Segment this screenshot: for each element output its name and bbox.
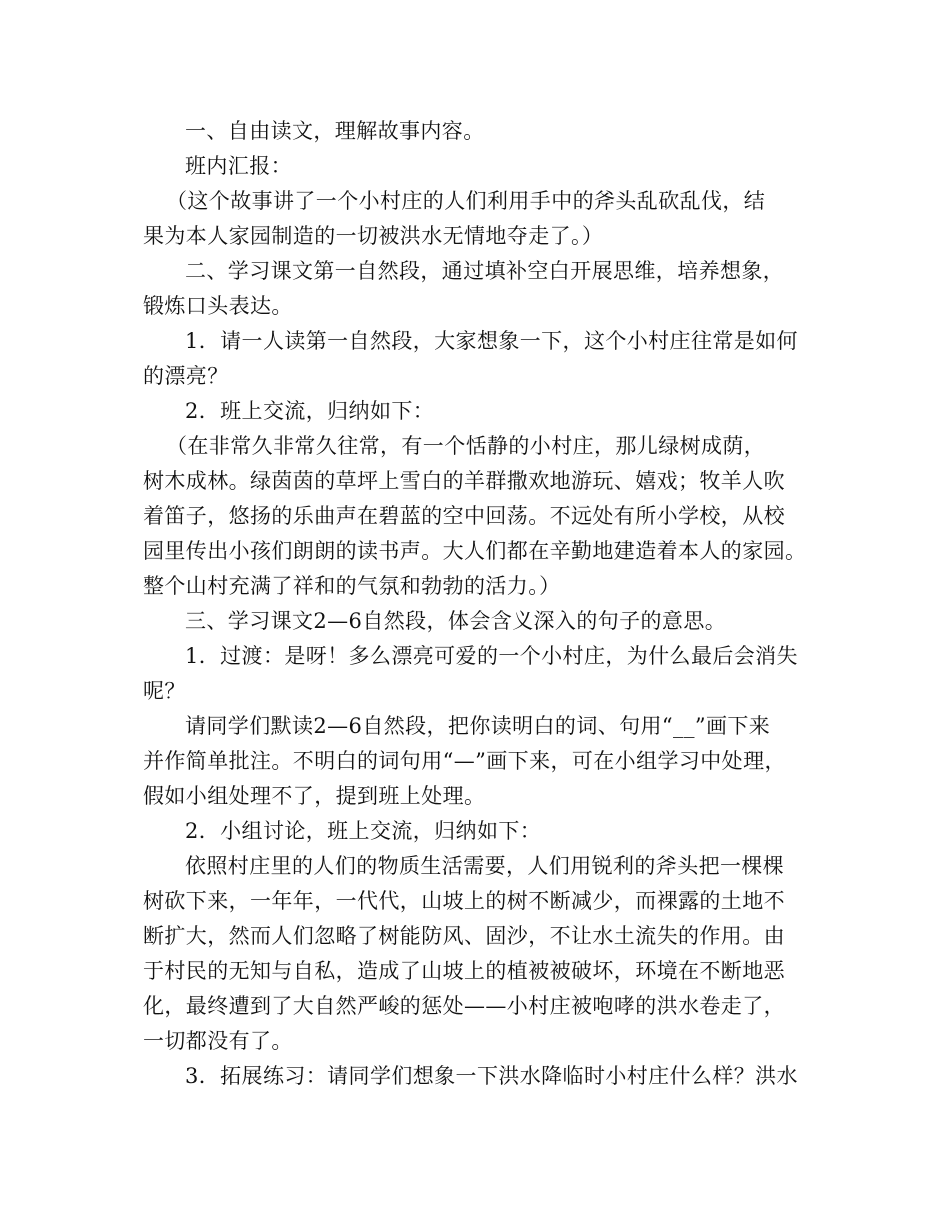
paragraph-line: 树木成林。绿茵茵的草坪上雪白的羊群撒欢地游玩、嬉戏；牧羊人吹	[143, 469, 785, 493]
heading-section-three: 三、学习课文2—6自然段，体会含义深入的句子的意思。	[185, 609, 727, 633]
paragraph-line: 的漂亮？	[143, 364, 229, 388]
paragraph-line: 2．小组讨论，班上交流，归纳如下：	[185, 819, 542, 843]
paragraph-line: 并作简单批注。不明白的词句用“—”画下来，可在小组学习中处理，	[143, 749, 786, 773]
paragraph-line: 锻炼口头表达。	[143, 294, 293, 318]
paragraph-line: （在非常久非常久往常，有一个恬静的小村庄，那儿绿树成荫，	[166, 434, 766, 458]
paragraph-line: 3．拓展练习：请同学们想象一下洪水降临时小村庄什么样？洪水	[185, 1064, 798, 1088]
paragraph-line: 于村民的无知与自私，造成了山坡上的植被被破坏，环境在不断地恶	[143, 959, 785, 983]
paragraph-line: 一切都没有了。	[143, 1029, 293, 1053]
paragraph-line: 假如小组处理不了，提到班上处理。	[143, 784, 486, 808]
paragraph-line: 1．请一人读第一自然段，大家想象一下，这个小村庄往常是如何	[185, 329, 798, 353]
paragraph-line: 依照村庄里的人们的物质生活需要，人们用锐利的斧头把一棵棵	[185, 854, 785, 878]
paragraph-line: 果为本人家园制造的一切被洪水无情地夺走了。）	[143, 224, 604, 248]
paragraph-line: 呢？	[143, 679, 186, 703]
heading-section-two: 二、学习课文第一自然段，通过填补空白开展思维，培养想象，	[185, 259, 785, 283]
heading-free-reading: 一、自由读文，理解故事内容。	[185, 119, 485, 143]
paragraph-line: 着笛子，悠扬的乐曲声在碧蓝的空中回荡。不远处有所小学校，从校	[143, 504, 785, 528]
paragraph-line: 断扩大，然而人们忽略了树能防风、固沙，不让水土流失的作用。由	[143, 924, 785, 948]
paragraph-line: 化，最终遭到了大自然严峻的惩处——小村庄被咆哮的洪水卷走了，	[143, 994, 785, 1018]
paragraph-line: 整个山村充满了祥和的气氛和勃勃的活力。）	[143, 574, 561, 598]
paragraph-line: 园里传出小孩们朗朗的读书声。大人们都在辛勤地建造着本人的家园。	[143, 539, 807, 563]
paragraph-line: （这个故事讲了一个小村庄的人们利用手中的斧头乱砍乱伐，结	[166, 189, 766, 213]
paragraph-line: 请同学们默读2—6自然段，把你读明白的词、句用“__”画下来	[185, 714, 771, 738]
paragraph-line: 2．班上交流，归纳如下：	[185, 399, 435, 423]
paragraph-line: 班内汇报：	[185, 154, 292, 178]
paragraph-line: 树砍下来，一年年，一代代，山坡上的树不断减少，而裸露的土地不	[143, 889, 785, 913]
paragraph-line: 1．过渡：是呀！多么漂亮可爱的一个小村庄，为什么最后会消失	[185, 644, 798, 668]
